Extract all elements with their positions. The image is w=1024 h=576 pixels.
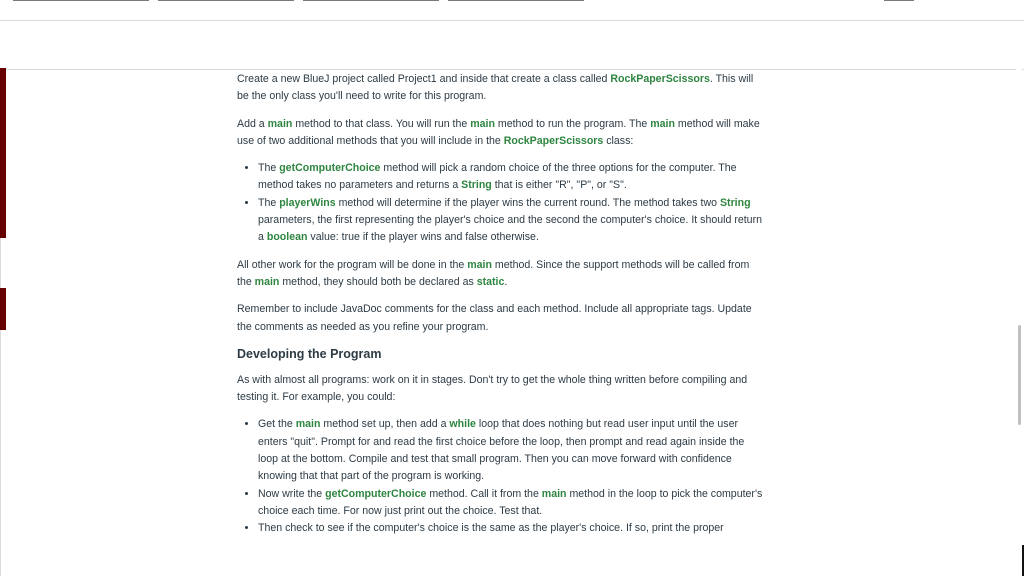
header-bar [0,20,1024,70]
text-run: . [504,275,508,288]
sidebar-accent-strip [0,68,6,238]
list-item [258,160,765,195]
code-keyword: String [719,196,751,209]
code-keyword: main [267,117,293,130]
code-keyword: static [476,275,505,288]
code-keyword: main [467,258,492,271]
code-keyword: main [254,275,280,288]
text-run: . This will be the only class you'll need to write for this program. [237,73,754,103]
top-tab-rule [13,0,149,1]
text-run: loop that does nothing but read user input until the user enters "quit". Prompt for and read the first choice before the loop, then prompt and read again inside the loop at the bottom. Compile and test that small program. Then you can move forward with confidence knowing that that part of the program is working. [258,418,745,483]
text-run: method will determine if the player wins the current round. The method takes two [335,196,720,209]
text-run: method will make use of two additional methods that you will include in the [237,117,760,147]
top-tab-rule [303,0,439,1]
method-list [237,160,765,246]
code-keyword: String [461,179,492,192]
text-run: Now write the [258,487,326,500]
text-run: Get the [258,418,296,431]
text-run: that is either "R", "P", or "S". [491,179,627,192]
text-run: method. Since the support methods will be called from the [237,258,750,288]
text-run: Create a new BlueJ project called Project1 and inside that create a class called [237,73,611,85]
text-run: method will pick a random choice of the three options for the computer. The method takes no parameters and returns a [258,162,737,192]
sidebar-accent-strip [0,288,6,330]
text-run: value: true if the player wins and false otherwise. [307,231,539,244]
code-keyword: getComputerChoice [279,162,381,175]
text-run: method. Call it from the [426,487,542,500]
main-method-paragraph [237,116,765,151]
text-run: method to that class. You will run the [292,117,471,130]
list-item [258,486,765,521]
text-run: Remember to include JavaDoc comments for the class and each method. Include all appropriate tags. Update the comments as needed as you refine your program. [237,303,752,333]
text-run: method to run the program. The [494,117,651,130]
code-keyword: getComputerChoice [325,487,427,500]
stages-paragraph [237,372,765,407]
scrollbar-track[interactable] [1016,68,1022,576]
assignment-content [237,71,765,548]
text-run: The [258,196,280,209]
scrollbar-thumb[interactable] [1018,325,1021,425]
intro-paragraph [237,71,765,106]
code-keyword: main [650,117,675,130]
browser-top-bar [0,0,1024,20]
static-paragraph [237,257,765,292]
code-keyword: boolean [266,231,308,244]
steps-list [237,416,765,537]
text-run: method set up, then add a [320,418,450,431]
code-keyword: RockPaperScissors [610,73,710,85]
list-item [258,195,765,247]
list-item [258,520,765,537]
code-keyword: main [295,418,321,431]
code-keyword: playerWins [279,196,336,209]
text-run: Add a [237,117,268,130]
javadoc-paragraph [237,301,765,336]
section-heading: Developing the Program [237,346,382,361]
top-tab-rule [158,0,294,1]
text-run: class: [603,134,634,147]
code-keyword: main [470,117,495,130]
top-tab-rule [884,0,914,1]
text-run: method, they should both be declared as [279,275,477,288]
text-run: The [258,162,280,175]
code-keyword: RockPaperScissors [503,134,604,147]
list-item [258,416,765,485]
text-run: parameters, the first representing the player's choice and the second the computer's choice. It should return a [258,214,762,244]
code-keyword: while [449,418,476,431]
text-run: All other work for the program will be done in the [237,258,468,271]
text-run: Then check to see if the computer's choice is the same as the player's choice. If so, print the proper [258,522,724,535]
text-run: As with almost all programs: work on it in stages. Don't try to get the whole thing written before compiling and testing it. For example, you could: [237,373,748,404]
text-run: method in the loop to pick the computer's choice each time. For now just print out the choice. Test that. [258,487,763,517]
code-keyword: main [541,487,567,500]
top-tab-rule [448,0,584,1]
